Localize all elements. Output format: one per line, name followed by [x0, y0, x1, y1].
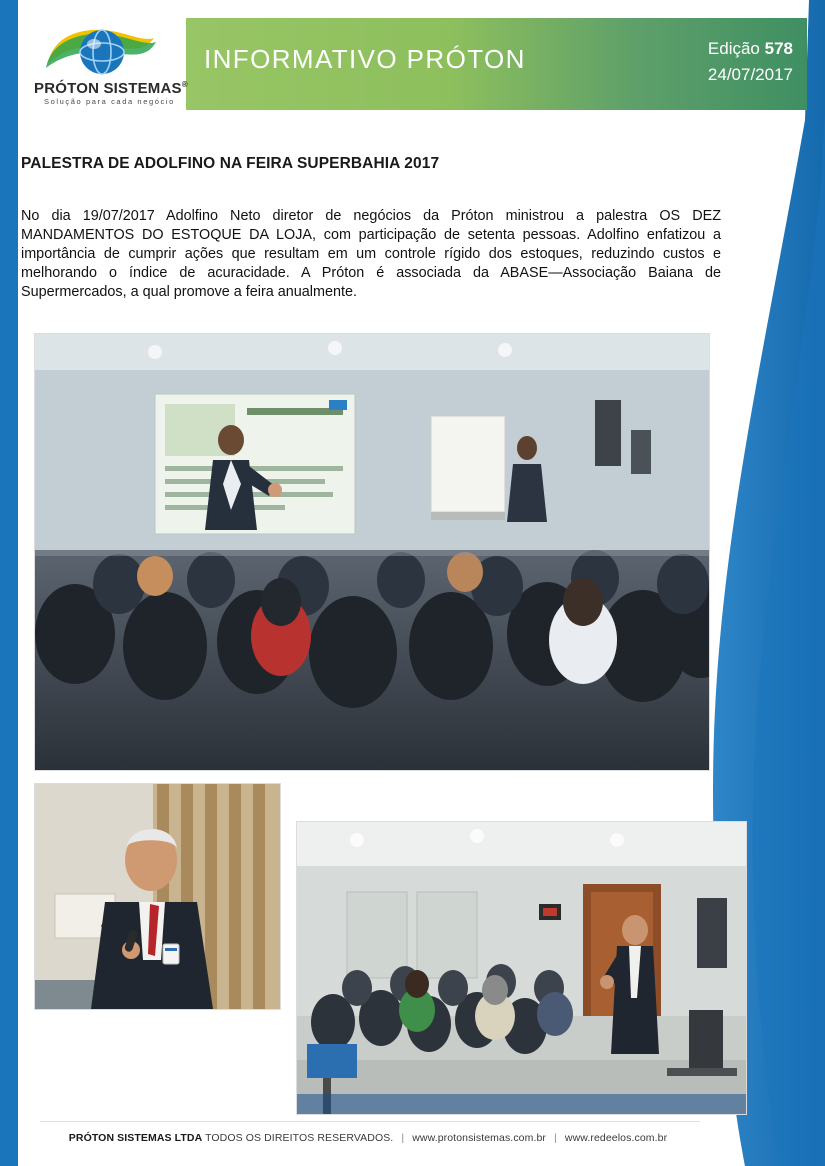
footer-divider [40, 1121, 700, 1122]
logo-registered-mark: ® [181, 80, 188, 89]
edition-label: Edição [707, 39, 760, 58]
footer-site-protonsistemas[interactable]: www.protonsistemas.com.br [412, 1132, 547, 1144]
edition-number: 578 [764, 39, 793, 58]
logo-brand-label: PRÓTON SISTEMAS [34, 80, 182, 97]
edition-line [708, 36, 793, 62]
footer-separator-2: | [554, 1132, 557, 1144]
edition-date: 24/07/2017 [707, 65, 793, 85]
photo-auditorium-speaker [34, 333, 710, 771]
article-body: No dia 19/07/2017 Adolfino Neto diretor de negócios da Próton ministrou a palestra OS DEZ MANDAMENTOS DO ESTOQUE DA LOJA, com participação de setenta pessoas. Adolfino enfatizou a importância de cumprir ações que resultam em um controle rígido dos estoques, reduzindo custos e melhorando o índice de acuracidade. A Próton é associada da ABASE—Associação Baiana de Supermercados, a qual promove a feira anualmente. [21, 208, 721, 301]
proton-globe-logo-icon [30, 24, 180, 84]
article-title: PALESTRA DE ADOLFINO NA FEIRA SUPERBAHIA 2017 [21, 155, 440, 172]
logo-wrap [30, 24, 188, 108]
header-title: INFORMATIVO PRÓTON [204, 44, 526, 74]
page-header [18, 18, 807, 110]
footer-rights: TODOS OS DIREITOS RESERVADOS. [205, 1132, 394, 1144]
header-meta [708, 36, 793, 89]
photo-presentation-room [296, 821, 747, 1115]
logo-tagline: Solução para cada negócio [44, 97, 175, 106]
left-edge-bar [0, 0, 18, 1166]
page-footer [18, 1132, 718, 1144]
footer-separator-1: | [401, 1132, 405, 1144]
photo-adolfino-portrait [34, 783, 281, 1010]
footer-site-redeelos[interactable]: www.redeelos.com.br [564, 1132, 668, 1144]
logo-container [18, 18, 186, 110]
logo-brand-text [34, 80, 188, 97]
footer-company: PRÓTON SISTEMAS LTDA [68, 1132, 203, 1144]
